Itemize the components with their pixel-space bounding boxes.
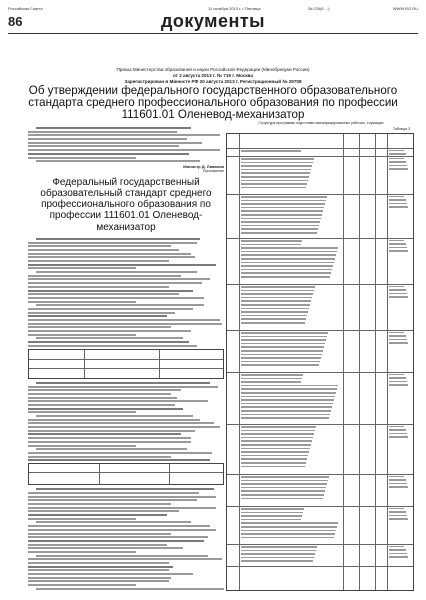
text-line — [241, 269, 332, 271]
text-line — [241, 339, 326, 341]
text-line — [241, 451, 309, 453]
table-cell — [389, 546, 411, 565]
table-cell — [241, 476, 341, 505]
text-line — [28, 510, 179, 512]
text-line — [241, 214, 322, 216]
table-row-rule — [227, 330, 413, 331]
text-line — [389, 556, 408, 557]
text-line — [389, 247, 407, 248]
text-line — [389, 515, 407, 516]
table-row-rule — [227, 424, 413, 425]
text-line — [389, 203, 407, 204]
text-line — [389, 293, 407, 294]
text-line — [241, 196, 327, 198]
text-line — [241, 406, 332, 408]
text-line — [241, 553, 315, 555]
newspaper-name: Российская Газета — [8, 6, 43, 11]
table-cell — [241, 508, 341, 543]
table-row-rule — [227, 474, 413, 475]
text-line — [389, 206, 408, 207]
text-line — [28, 580, 169, 582]
text-line — [28, 286, 169, 288]
text-line — [36, 238, 201, 240]
text-line — [241, 203, 325, 205]
order-issuer: Приказ Министерства образования и науки Российской Федерации (Минобрнауки России) — [116, 67, 310, 72]
standard-text-2 — [28, 382, 224, 461]
text-line — [241, 444, 311, 446]
text-line — [389, 483, 407, 484]
text-line — [28, 334, 136, 336]
text-line — [241, 162, 313, 164]
header-rule — [8, 33, 418, 34]
text-line — [241, 221, 320, 223]
text-line — [241, 374, 303, 376]
text-line — [241, 207, 324, 209]
table-column-rule — [239, 134, 240, 590]
text-line — [241, 487, 326, 489]
text-line — [36, 304, 205, 306]
text-line — [389, 158, 404, 159]
text-line — [241, 286, 315, 288]
text-line — [28, 242, 197, 244]
text-line — [241, 550, 316, 552]
text-line — [36, 382, 210, 384]
table-cell — [389, 240, 411, 260]
text-line — [389, 476, 404, 477]
table-cell — [389, 332, 411, 352]
text-line — [241, 169, 311, 171]
table-column-rule — [359, 134, 360, 590]
text-line — [241, 158, 314, 160]
text-line — [28, 433, 181, 435]
text-line — [28, 297, 204, 299]
text-line — [241, 522, 338, 524]
text-line — [241, 265, 333, 267]
text-line — [28, 131, 177, 133]
text-line — [28, 551, 136, 553]
text-line — [241, 183, 307, 185]
text-line — [28, 290, 193, 292]
table-cell — [389, 196, 411, 216]
text-line — [241, 385, 338, 387]
table-row-rule — [227, 372, 413, 373]
text-line — [241, 537, 334, 539]
text-line — [241, 557, 314, 559]
text-line — [28, 326, 171, 328]
text-line — [241, 240, 302, 242]
text-line — [241, 225, 319, 227]
text-line — [241, 228, 318, 230]
text-line — [389, 546, 404, 547]
text-line — [28, 540, 204, 542]
table-cell — [241, 546, 341, 565]
text-line — [28, 422, 214, 424]
text-line — [241, 350, 323, 352]
standard-title: Федеральный государственный образовательный стандарт среднего профессионального образования по профессии 111601.01 Оленевод-механизатор — [40, 176, 212, 233]
text-line — [389, 384, 408, 385]
text-line — [241, 361, 320, 363]
table-cell — [241, 196, 341, 237]
text-line — [241, 448, 310, 450]
text-line — [241, 490, 325, 492]
text-line — [28, 547, 183, 549]
text-line — [241, 297, 312, 299]
text-line — [241, 455, 308, 457]
text-line — [28, 278, 210, 280]
text-line — [241, 346, 324, 348]
text-line — [389, 153, 406, 154]
text-line — [241, 247, 338, 249]
text-line — [28, 282, 202, 284]
order-registration: Зарегистрирован в Минюсте РФ 20 августа 2013 г. Регистрационный № 29708 — [124, 79, 302, 84]
table-row-rule — [227, 238, 413, 239]
text-line — [36, 521, 191, 523]
text-line — [241, 560, 313, 562]
text-line — [28, 430, 195, 432]
page-number: 86 — [8, 14, 23, 29]
text-line — [28, 157, 136, 159]
text-line — [28, 459, 210, 461]
table-cell — [241, 286, 341, 329]
text-line — [241, 251, 337, 253]
text-line — [241, 392, 336, 394]
text-line — [28, 142, 202, 144]
text-line — [28, 419, 200, 421]
text-line — [28, 404, 175, 406]
text-line — [241, 232, 317, 234]
text-line — [241, 176, 309, 178]
text-line — [389, 433, 407, 434]
text-line — [241, 254, 336, 256]
text-line — [389, 250, 408, 251]
text-line — [28, 533, 171, 535]
text-line — [241, 311, 308, 313]
table-row-rule — [227, 156, 413, 157]
text-line — [28, 529, 216, 531]
text-line — [389, 196, 404, 197]
text-line — [241, 150, 301, 152]
table-caption: Структура программы подготовки квалифицированных рабочих, служащих — [258, 121, 384, 125]
text-line — [28, 496, 216, 498]
text-line — [28, 569, 169, 571]
text-line — [28, 558, 222, 560]
text-line — [241, 396, 335, 398]
text-line — [241, 508, 304, 510]
text-line — [28, 503, 171, 505]
text-line — [389, 243, 406, 244]
text-line — [241, 244, 301, 246]
table-row-rule — [227, 544, 413, 545]
text-line — [241, 458, 307, 460]
text-line — [28, 441, 191, 443]
text-line — [28, 518, 136, 520]
table-cell — [389, 374, 411, 394]
text-line — [241, 290, 314, 292]
standard-text-3 — [28, 488, 224, 592]
text-line — [389, 377, 406, 378]
text-line — [28, 315, 167, 317]
text-line — [28, 573, 193, 575]
text-line — [241, 200, 326, 202]
text-line — [241, 293, 313, 295]
text-line — [389, 518, 408, 519]
text-line — [389, 429, 406, 430]
text-line — [241, 210, 323, 212]
text-line — [241, 483, 327, 485]
text-line — [28, 408, 183, 410]
text-line — [389, 296, 408, 297]
text-line — [389, 342, 408, 343]
text-line — [241, 526, 337, 528]
text-line — [28, 544, 167, 546]
text-line — [28, 577, 171, 579]
structure-table — [226, 133, 414, 591]
text-line — [241, 343, 325, 345]
text-line — [28, 492, 199, 494]
text-line — [28, 437, 191, 439]
text-line — [241, 272, 331, 274]
text-line — [36, 271, 197, 273]
text-line — [241, 546, 317, 548]
text-line — [28, 397, 177, 399]
text-line — [389, 289, 406, 290]
table-2 — [28, 463, 224, 485]
text-line — [28, 386, 218, 388]
text-line — [28, 138, 187, 140]
text-line — [389, 436, 408, 437]
text-line — [241, 300, 311, 302]
table-cell — [389, 158, 411, 178]
text-line — [241, 480, 328, 482]
text-line — [241, 258, 335, 260]
text-line — [241, 462, 306, 464]
text-line — [28, 445, 136, 447]
text-line — [28, 134, 220, 136]
text-line — [241, 426, 316, 428]
text-line — [241, 466, 305, 468]
text-line — [241, 519, 301, 521]
table-column-rule — [343, 134, 344, 590]
text-line — [389, 374, 404, 375]
text-line — [36, 588, 224, 590]
text-line — [241, 381, 301, 383]
order-title: Об утверждении федерального государственного образовательного стандарта среднего профессионального образования по профессии 111601.01 Оленевод-механизатор — [28, 84, 398, 122]
text-line — [389, 168, 408, 169]
text-line — [241, 498, 323, 500]
text-line — [28, 566, 173, 568]
left-column — [28, 127, 224, 592]
text-line — [241, 187, 306, 189]
text-line — [28, 245, 171, 247]
text-line — [36, 415, 193, 417]
table-cell — [241, 158, 341, 193]
text-line — [241, 515, 302, 517]
text-line — [36, 448, 187, 450]
table-cell — [389, 426, 411, 446]
text-line — [28, 323, 222, 325]
text-line — [241, 172, 310, 174]
text-line — [241, 417, 329, 419]
text-line — [28, 389, 181, 391]
text-line — [28, 330, 191, 332]
text-line — [241, 304, 310, 306]
text-line — [241, 530, 336, 532]
text-line — [28, 584, 136, 586]
text-line — [28, 260, 169, 262]
site-url: WWW.RG.RU — [392, 6, 418, 11]
text-line — [241, 276, 330, 278]
appendix-label: Приложение — [202, 168, 224, 173]
text-line — [28, 456, 171, 458]
text-line — [28, 301, 136, 303]
text-line — [28, 393, 171, 395]
text-line — [389, 381, 407, 382]
text-line — [28, 426, 220, 428]
text-line — [241, 430, 315, 432]
table-cell — [389, 150, 411, 155]
text-line — [28, 345, 197, 347]
text-line — [241, 318, 306, 320]
text-line — [28, 264, 216, 266]
text-line — [28, 525, 210, 527]
text-line — [28, 312, 175, 314]
text-line — [241, 308, 309, 310]
text-line — [241, 403, 333, 405]
text-line — [241, 494, 324, 496]
text-line — [28, 536, 208, 538]
text-line — [241, 388, 337, 390]
text-line — [389, 553, 407, 554]
minister-signature: Министр Д. Ливанов — [183, 163, 224, 169]
table-row-rule — [227, 566, 413, 567]
text-line — [241, 315, 307, 317]
table-row-rule — [227, 194, 413, 195]
text-line — [28, 308, 193, 310]
text-line — [241, 364, 319, 366]
table-cell — [241, 426, 341, 473]
text-line — [28, 411, 136, 413]
table-row-rule — [227, 148, 413, 149]
text-line — [241, 378, 302, 380]
text-line — [389, 161, 406, 162]
text-line — [389, 240, 404, 241]
text-line — [28, 293, 179, 295]
standard-text-1 — [28, 238, 224, 347]
text-line — [241, 410, 331, 412]
table-column-rule — [387, 134, 388, 590]
intro-text — [28, 127, 224, 162]
text-line — [389, 199, 406, 200]
text-line — [241, 414, 330, 416]
text-line — [241, 322, 305, 324]
text-line — [36, 160, 201, 162]
table-cell — [241, 240, 341, 283]
table-row-rule — [227, 506, 413, 507]
text-line — [241, 533, 335, 535]
text-line — [28, 452, 212, 454]
table-label: Таблица 3 — [392, 127, 410, 131]
issue-number: № 229(6 ...) — [308, 6, 330, 11]
text-line — [241, 332, 328, 334]
text-line — [241, 476, 329, 478]
section-title: документы — [160, 11, 266, 31]
text-line — [28, 400, 208, 402]
text-line — [389, 332, 404, 333]
text-line — [28, 562, 169, 564]
text-line — [241, 180, 308, 182]
text-line — [28, 249, 179, 251]
text-line — [389, 339, 407, 340]
text-line — [241, 399, 334, 401]
text-line — [28, 253, 191, 255]
text-line — [28, 499, 197, 501]
text-line — [389, 165, 407, 166]
text-line — [389, 508, 404, 509]
text-line — [241, 354, 322, 356]
text-line — [389, 426, 404, 427]
text-line — [28, 149, 220, 151]
text-line — [28, 153, 189, 155]
text-line — [389, 549, 406, 550]
text-line — [28, 267, 136, 269]
text-line — [28, 514, 167, 516]
text-line — [241, 512, 303, 514]
text-line — [36, 337, 183, 339]
table-cell — [241, 374, 341, 423]
table-row-rule — [227, 284, 413, 285]
text-line — [389, 479, 406, 480]
text-line — [28, 256, 195, 258]
text-line — [389, 150, 404, 151]
table-cell — [241, 150, 341, 155]
table-cell — [389, 508, 411, 528]
text-line — [241, 437, 313, 439]
table-cell — [241, 332, 341, 371]
text-line — [241, 433, 314, 435]
text-line — [36, 488, 214, 490]
text-line — [36, 127, 191, 129]
text-line — [241, 262, 334, 264]
table-1 — [28, 349, 224, 379]
text-line — [241, 357, 321, 359]
text-line — [36, 555, 208, 557]
text-line — [28, 319, 220, 321]
text-line — [28, 507, 216, 509]
text-line — [28, 145, 179, 147]
table-cell — [389, 286, 411, 306]
table-cell — [389, 476, 411, 496]
text-line — [28, 341, 189, 343]
text-line — [389, 486, 408, 487]
text-line — [389, 286, 404, 287]
text-line — [389, 511, 406, 512]
text-line — [389, 335, 406, 336]
text-line — [28, 275, 181, 277]
issue-date: 11 октября 2013 г. • Пятница — [208, 6, 261, 11]
order-date-number: от 2 августа 2013 г. № 719 г. Москва — [172, 73, 253, 78]
table-column-rule — [375, 134, 376, 590]
text-line — [241, 165, 312, 167]
text-line — [241, 218, 321, 220]
text-line — [241, 440, 312, 442]
text-line — [241, 336, 327, 338]
